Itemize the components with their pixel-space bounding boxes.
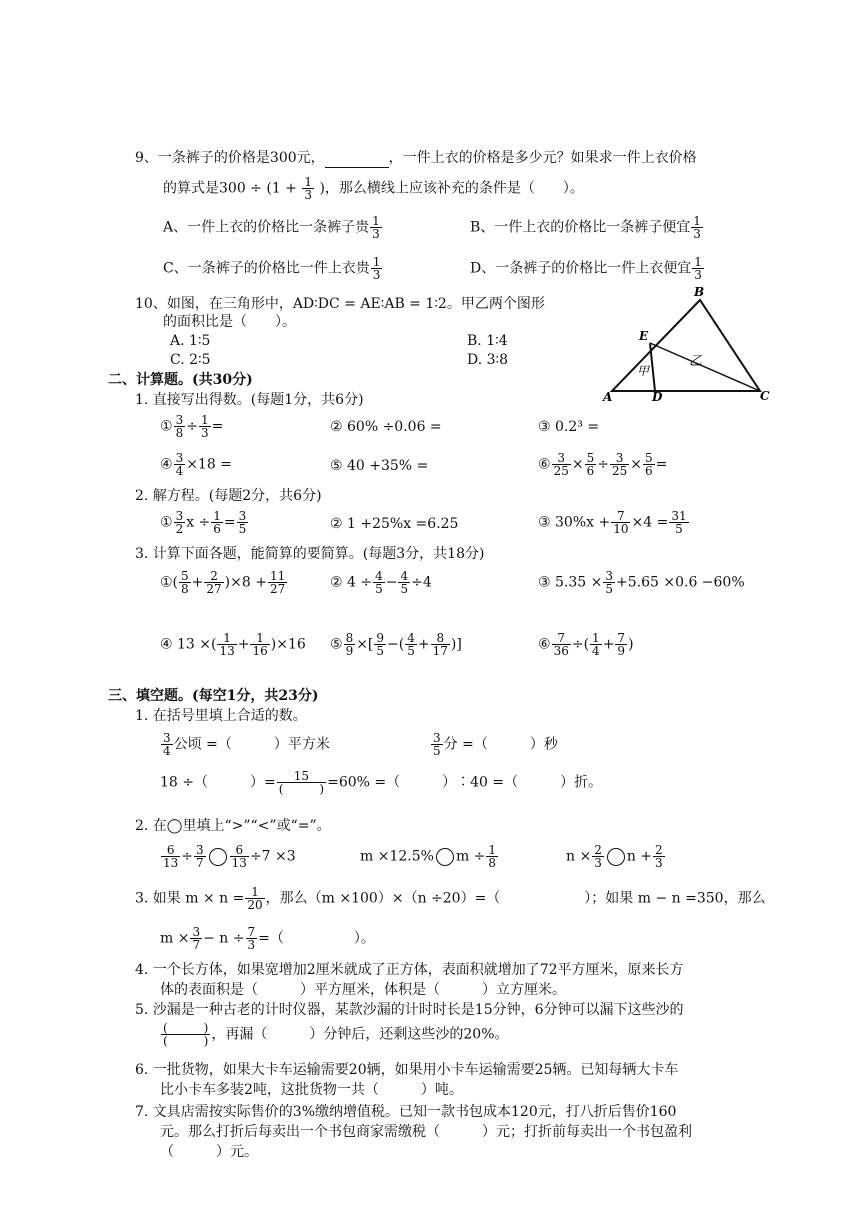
label-c: C [760,389,770,403]
s3-q7-line3: （ ）元。 [160,1144,258,1160]
s3-q2-item-b: m ×12.5% m ÷ $\frac{1}{8}$ [360,843,497,870]
s3-q7-line1: 7. 文具店需按实际售价的3%缴纳增值税。已知一款书包成本120元，打八折后售价160 [135,1104,677,1120]
s2-p3-item2: ② 4 ÷ $\frac{4}{5}$ − $\frac{4}{5}$ ÷4 [330,569,432,596]
s3-q1-item-b: $\frac{3}{5}$ 分 =（ ）秒 [433,731,558,758]
s2-p2-item3: ③ 30%x + $\frac{7}{10}$ ×4 = $\frac{31}{5}$ [538,509,687,536]
s2-part3-title: 3. 计算下面各题，能简算的要简算。(每题3分，共18分) [135,546,485,562]
s3-q1-item-c: 18 ÷（ ）= $\frac{15}{( )}$ =60% =（ ）∶40 =（ ）折。 [160,769,603,796]
s2-p2-item2: ② 1 +25%x =6.25 [330,516,459,532]
s3-q4-line1: 4. 一个长方体，如果宽增加2厘米就成了正方体，表面积就增加了72平方厘米，原来长方 [135,962,684,978]
label-a: A [603,390,613,403]
label-d: D [652,390,663,403]
s3-q6-line2: 比小卡车多装2吨，这批货物一共（ ）吨。 [160,1082,463,1098]
s3-q2-item-a: $\frac{6}{13}$ ÷ $\frac{3}{7}$ $\frac{6}{13}$ ÷7 ×3 [163,843,296,870]
s3-q7-line2: 元。那么打折后每卖出一个书包商家需缴税（ ）元；打折前每卖出一个书包盈利 [160,1124,692,1140]
s3-q3-line2: m × $\frac{3}{7}$ − n ÷ $\frac{7}{3}$ =（ ）。 [160,925,375,952]
compare-circle[interactable] [607,848,625,866]
q10-option-d: D. 3∶8 [467,352,509,368]
q10-option-b: B. 1∶4 [467,333,508,349]
s2-p1-item1: ① $\frac{3}{8}$ ÷ $\frac{1}{3}$ = [160,413,224,440]
s3-q6-line1: 6. 一批货物，如果大卡车运输需要20辆，如果用小卡车运输需要25辆。已知每辆大卡车 [135,1062,679,1078]
s3-q1-item-a: $\frac{3}{4}$ 公顷 =（ ）平方米 [163,731,330,758]
compare-circle[interactable] [436,848,454,866]
s2-p3-item5: ⑤ $\frac{8}{9}$ ×[ $\frac{9}{5}$ −( $\frac{4}{5}$ + $\frac{8}{17}$ )] [330,631,462,658]
s2-p1-item4: ④ $\frac{3}{4}$ ×18 = [160,451,232,478]
s3-q3-line1: 3. 如果 m × n = $\frac{1}{20}$ ，那么（m ×100）×（n ÷20）=（ ）；如果 m − n =350，那么 [135,885,766,912]
s2-p1-item6: ⑥ $\frac{3}{25}$ × $\frac{5}{6}$ ÷ $\frac{3}{25}$ × $\frac{5}{6}$ = [538,451,668,478]
q9-fraction: $\frac{1}{3}$ [304,175,312,202]
s2-p3-item1: ①( $\frac{5}{8}$ + $\frac{2}{27}$ )×8 + $\frac{11}{27}$ [160,569,286,596]
q9-option-d: D、一条裤子的价格比一件上衣便宜 $\frac{1}{3}$ [470,255,702,282]
section3-title: 三、填空题。(每空1分，共23分) [108,688,319,704]
section2-title: 二、计算题。(共30分) [108,372,253,388]
q10-line2: 的面积比是（ ）。 [163,314,296,330]
s2-p1-item3: ③ 0.2³ = [538,419,600,435]
triangle-figure [600,283,780,403]
s3-q2-title: 2. 在◯里填上“>”“<”或“=”。 [135,818,331,834]
s2-p1-item5: ⑤ 40 +35% = [330,458,429,474]
label-b: B [694,285,705,299]
q9-option-a: A、一件上衣的价格比一条裤子贵 $\frac{1}{3}$ [163,214,380,241]
q10-option-c: C. 2∶5 [170,352,211,368]
compare-circle[interactable] [209,848,227,866]
q9-text-a: 9、一条裤子的价格是300元， [135,150,325,166]
s2-p1-item2: ② 60% ÷0.06 = [330,419,442,435]
q9-blank [325,150,389,168]
q9-line1 [135,150,697,168]
s3-q1-title: 1. 在括号里填上合适的数。 [135,708,307,724]
s2-p3-item4: ④ 13 ×( $\frac{1}{13}$ + $\frac{1}{16}$ )×16 [160,631,306,658]
s2-p3-item6: ⑥ $\frac{7}{36}$ ÷( $\frac{1}{4}$ + $\frac{7}{9}$ ) [538,631,634,658]
label-e: E [639,329,649,343]
s3-q4-line2: 体的表面积是（ ）平方厘米，体积是（ ）立方厘米。 [160,982,566,998]
s3-q5-line1: 5. 沙漏是一种古老的计时仪器，某款沙漏的计时时长是15分钟，6分钟可以漏下这些沙的 [135,1002,684,1018]
s2-part2-title: 2. 解方程。(每题2分，共6分) [135,488,322,504]
triangle-abc [612,300,760,391]
label-jia: 甲 [637,364,650,378]
s2-p2-item1: ① $\frac{3}{2}$ x ÷ $\frac{1}{6}$ = $\frac{3}{5}$ [160,509,247,536]
s2-p3-item3: ③ 5.35 × $\frac{3}{5}$ +5.65 ×0.6 −60% [538,569,745,596]
q9-option-b: B、一件上衣的价格比一条裤子便宜 $\frac{1}{3}$ [470,214,701,241]
q9-option-c: C、一条裤子的价格比一件上衣贵 $\frac{1}{3}$ [163,255,381,282]
s3-q5-line2: $\frac{( )}{( )}$ ，再漏（ ）分钟后，还剩这些沙的20%。 [163,1021,509,1048]
label-yi: 乙 [689,354,703,369]
q9-formula: 的算式是300 ÷ (1 + [163,180,297,197]
q9-line2 [163,176,584,201]
q9-question: )，那么横线上应该补充的条件是（ ）。 [319,180,584,197]
q10-line1: 10、如图，在三角形中，AD∶DC = AE∶AB = 1∶2。甲乙两个图形 [135,296,545,312]
q9-text-b: ，一件上衣的价格是多少元？如果求一件上衣价格 [388,150,697,166]
q10-option-a: A. 1∶5 [170,333,211,349]
s3-q2-item-c: n × $\frac{2}{3}$ n + $\frac{2}{3}$ [566,843,663,870]
s2-part1-title: 1. 直接写出得数。(每题1分，共6分) [135,392,364,408]
